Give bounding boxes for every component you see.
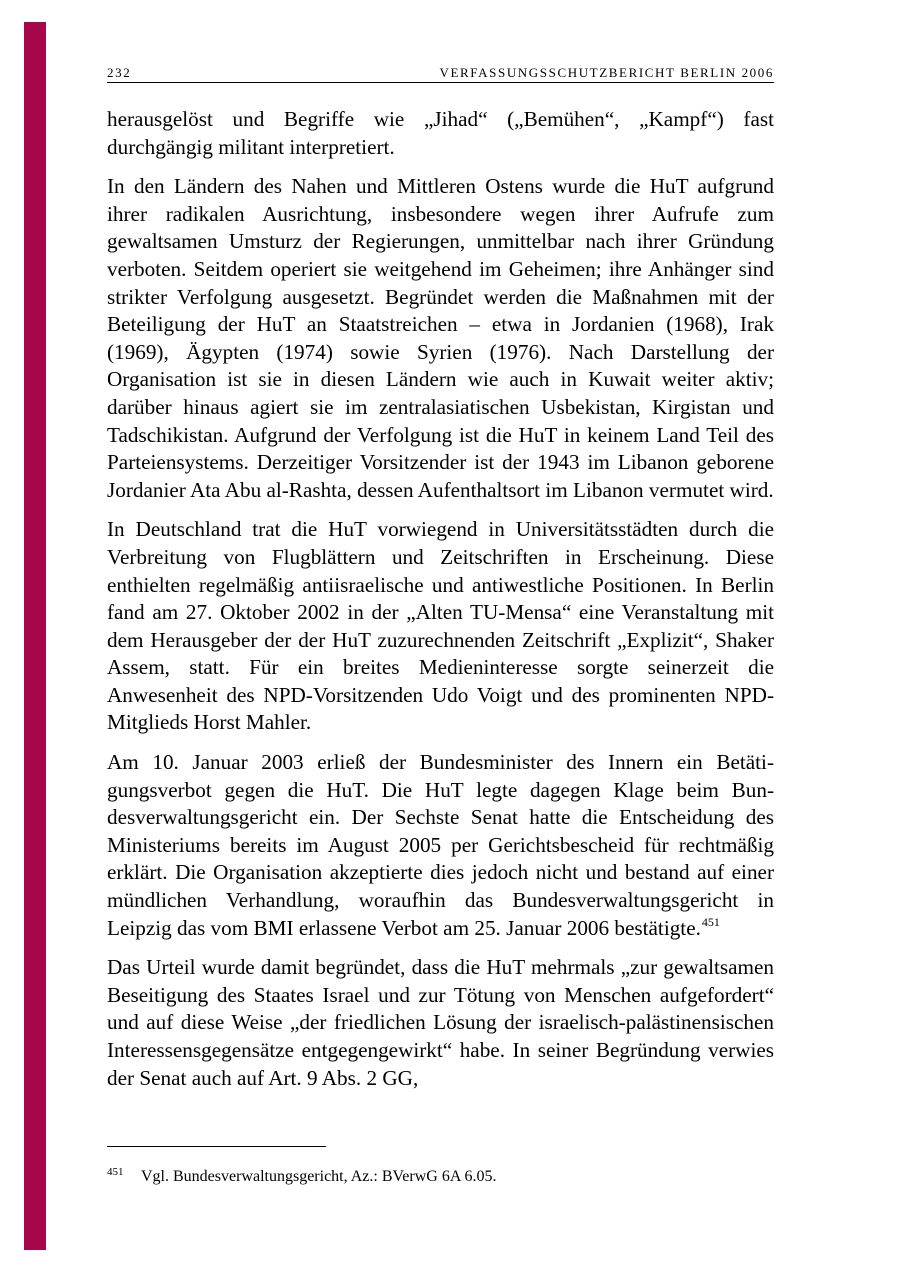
footnote-number: 451 (107, 1166, 124, 1178)
footnote-separator (107, 1146, 326, 1147)
paragraph: Das Urteil wurde damit begründet, dass die HuT mehrmals „zur gewaltsamen Beseitigung des Staates Israel und zur Tötung von Menschen aufgefordert“ und auf diese Weise „der friedlichen Lösung der israelisch-palästinensischen Interessensgegensätze entgegengewirkt“ habe. In seiner Begründung verwies der Senat auch auf Art. 9 Abs. 2 GG, (107, 955, 774, 1090)
paragraph: herausgelöst und Begriffe wie „Jihad“ („Bemühen“, „Kampf“) fast durchgängig militant interpretiert. (107, 107, 774, 159)
side-color-bar (24, 22, 46, 1250)
running-title: VERFASSUNGSSCHUTZBERICHT BERLIN 2006 (439, 65, 774, 80)
footnote-reference[interactable]: 451 (701, 914, 720, 929)
footnote-text: Vgl. Bundesverwaltungsgericht, Az.: BVerwG 6A 6.05. (141, 1168, 497, 1185)
footnote (107, 1162, 774, 1187)
paragraph-with-footnote (107, 749, 774, 942)
body-text (107, 106, 774, 1104)
paragraph-text: Am 10. Januar 2003 erließ der Bundesminister des Innern ein Betätigungsverbot gegen die HuT. Die HuT legte dagegen Klage beim Bundesverwaltungsgericht ein. Der Sechste Senat hatte die Entscheidung des Ministeriums bereits im August 2005 per Gerichtsbescheid für rechtmäßig erklärt. Die Organisation akzeptierte dies jedoch nicht und bestand auf einer mündlichen Verhandlung, woraufhin das Bundesverwaltungsgericht in Leipzig das vom BMI erlassene Verbot am 25. Januar 2006 bestätigte. (107, 750, 774, 940)
paragraph: In den Ländern des Nahen und Mittleren Ostens wurde die HuT aufgrund ihrer radikalen Ausrichtung, insbesondere wegen ihrer Aufrufe zum gewaltsamen Umsturz der Regierungen, unmittelbar nach ihrer Gründung verboten. Seitdem operiert sie weitgehend im Geheimen; ihre Anhänger sind strikter Verfolgung ausgesetzt. Begründet werden die Maßnahmen mit der Beteiligung der HuT an Staatstreichen – etwa in Jordanien (1968), Irak (1969), Ägypten (1974) sowie Syrien (1976). Nach Darstellung der Organisation ist sie in diesen Ländern wie auch in Kuwait weiter aktiv; darüber hinaus agiert sie im zentralasiatischen Usbekistan, Kirgistan und Tadschikistan. Aufgrund der Verfolgung ist die HuT in keinem Land Teil des Parteiensystems. Derzeitiger Vorsitzender ist der 1943 im Libanon geborene Jordanier Ata Abu al-Rashta, dessen Aufenthaltsort im Libanon vermutet wird. (107, 174, 774, 502)
page-number: 232 (107, 65, 132, 80)
page-header (107, 62, 774, 83)
paragraph: In Deutschland trat die HuT vorwiegend in Universitätsstädten durch die Verbreitung von Flugblättern und Zeitschriften in Erscheinung. Diese enthielten regelmäßig antiisraelische und antiwestliche Positionen. In Berlin fand am 27. Oktober 2002 in der „Alten TU-Mensa“ eine Veranstaltung mit dem Herausgeber der der HuT zuzurechnenden Zeitschrift „Explizit“, Shaker Assem, statt. Für ein breites Medieninteresse sorgte seinerzeit die Anwesenheit des NPD-Vorsitzenden Udo Voigt und des prominenten NPD-Mitglieds Horst Mahler. (107, 517, 774, 735)
